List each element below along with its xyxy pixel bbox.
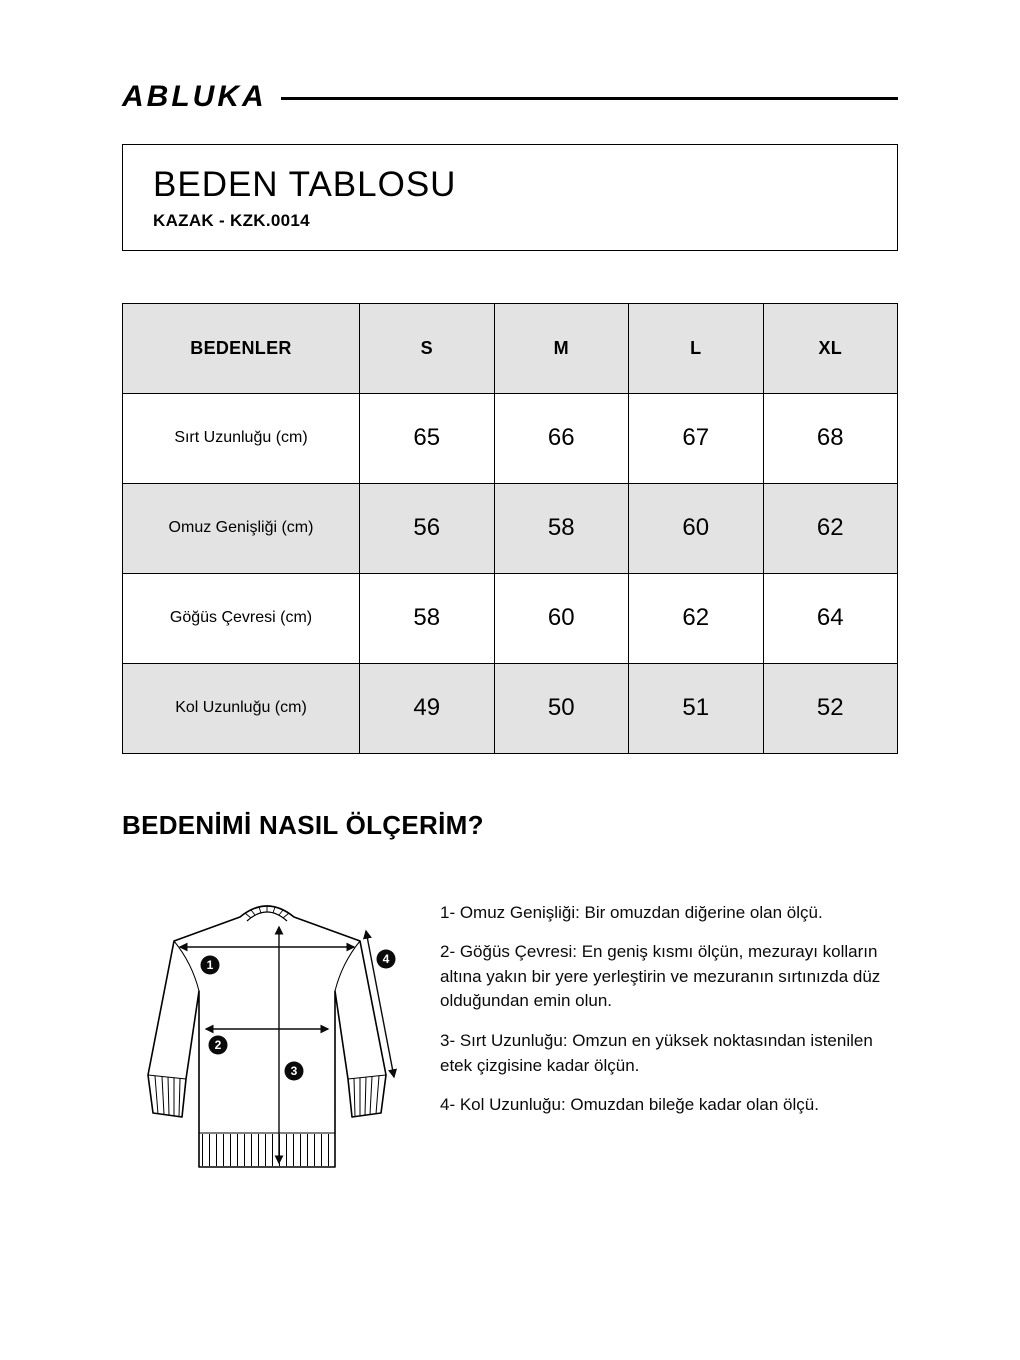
measure-marker-1 (201, 955, 220, 974)
measure-section-title: BEDENİMİ NASIL ÖLÇERİM? (122, 809, 484, 840)
instruction-back: 3- Sırt Uzunluğu: Omzun en yüksek noktasından istenilen etek çizgisine kadar ölçün. (440, 1031, 873, 1075)
measure-section (122, 881, 898, 1201)
svg-text:3: 3 (290, 1063, 298, 1078)
row-label-chest: Göğüs Çevresi (cm) (123, 573, 360, 663)
measure-marker-3 (285, 1061, 304, 1080)
value-cell: 62 (629, 573, 764, 663)
sweater-diagram (122, 881, 424, 1201)
value-cell: 60 (629, 483, 764, 573)
value-cell: 62 (763, 483, 898, 573)
header-rule (281, 97, 898, 100)
value-cell: 58 (494, 483, 629, 573)
row-label-shoulder-width: Omuz Genişliği (cm) (123, 483, 360, 573)
value-cell: 56 (360, 483, 495, 573)
brand-header (122, 80, 898, 114)
value-cell: 49 (360, 663, 495, 753)
instruction-sleeve: 4- Kol Uzunluğu: Omuzdan bileğe kadar olan ölçü. (440, 1095, 819, 1115)
measure-marker-2 (209, 1035, 228, 1054)
value-cell: 58 (360, 573, 495, 663)
brand-logo: ABLUKA (122, 80, 267, 113)
instruction-chest: 2- Göğüs Çevresi: En geniş kısmı ölçün, mezurayı kolların altına yakın bir yere yerleştirin ve mezuranın sırtınızda düz olduğundan emin olun. (440, 942, 881, 1011)
title-box (122, 144, 898, 251)
header-cell-l: L (629, 303, 764, 393)
measure-instructions (424, 881, 898, 1133)
table-header-row (123, 303, 898, 393)
sweater-outline (148, 906, 386, 1167)
instruction-shoulder: 1- Omuz Genişliği: Bir omuzdan diğerine olan ölçü. (440, 902, 823, 922)
svg-text:1: 1 (206, 957, 214, 972)
header-cell-s: S (360, 303, 495, 393)
value-cell: 50 (494, 663, 629, 753)
value-cell: 51 (629, 663, 764, 753)
row-label-sleeve-length: Kol Uzunluğu (cm) (123, 663, 360, 753)
page-title: BEDEN TABLOSU (153, 165, 457, 204)
row-label-back-length: Sırt Uzunluğu (cm) (123, 393, 360, 483)
header-cell-bedenler: BEDENLER (123, 303, 360, 393)
size-table (122, 303, 898, 754)
table-row (123, 393, 898, 483)
svg-text:2: 2 (214, 1037, 222, 1052)
sweater-illustration (122, 881, 422, 1201)
hem-ribs (200, 1134, 334, 1166)
table-row (123, 663, 898, 753)
value-cell: 68 (763, 393, 898, 483)
value-cell: 66 (494, 393, 629, 483)
product-code: KAZAK - KZK.0014 (153, 210, 310, 230)
value-cell: 52 (763, 663, 898, 753)
value-cell: 65 (360, 393, 495, 483)
value-cell: 60 (494, 573, 629, 663)
svg-text:4: 4 (382, 951, 390, 966)
table-row (123, 573, 898, 663)
header-cell-xl: XL (763, 303, 898, 393)
measure-marker-4 (377, 949, 396, 968)
value-cell: 67 (629, 393, 764, 483)
value-cell: 64 (763, 573, 898, 663)
table-row (123, 483, 898, 573)
header-cell-m: M (494, 303, 629, 393)
